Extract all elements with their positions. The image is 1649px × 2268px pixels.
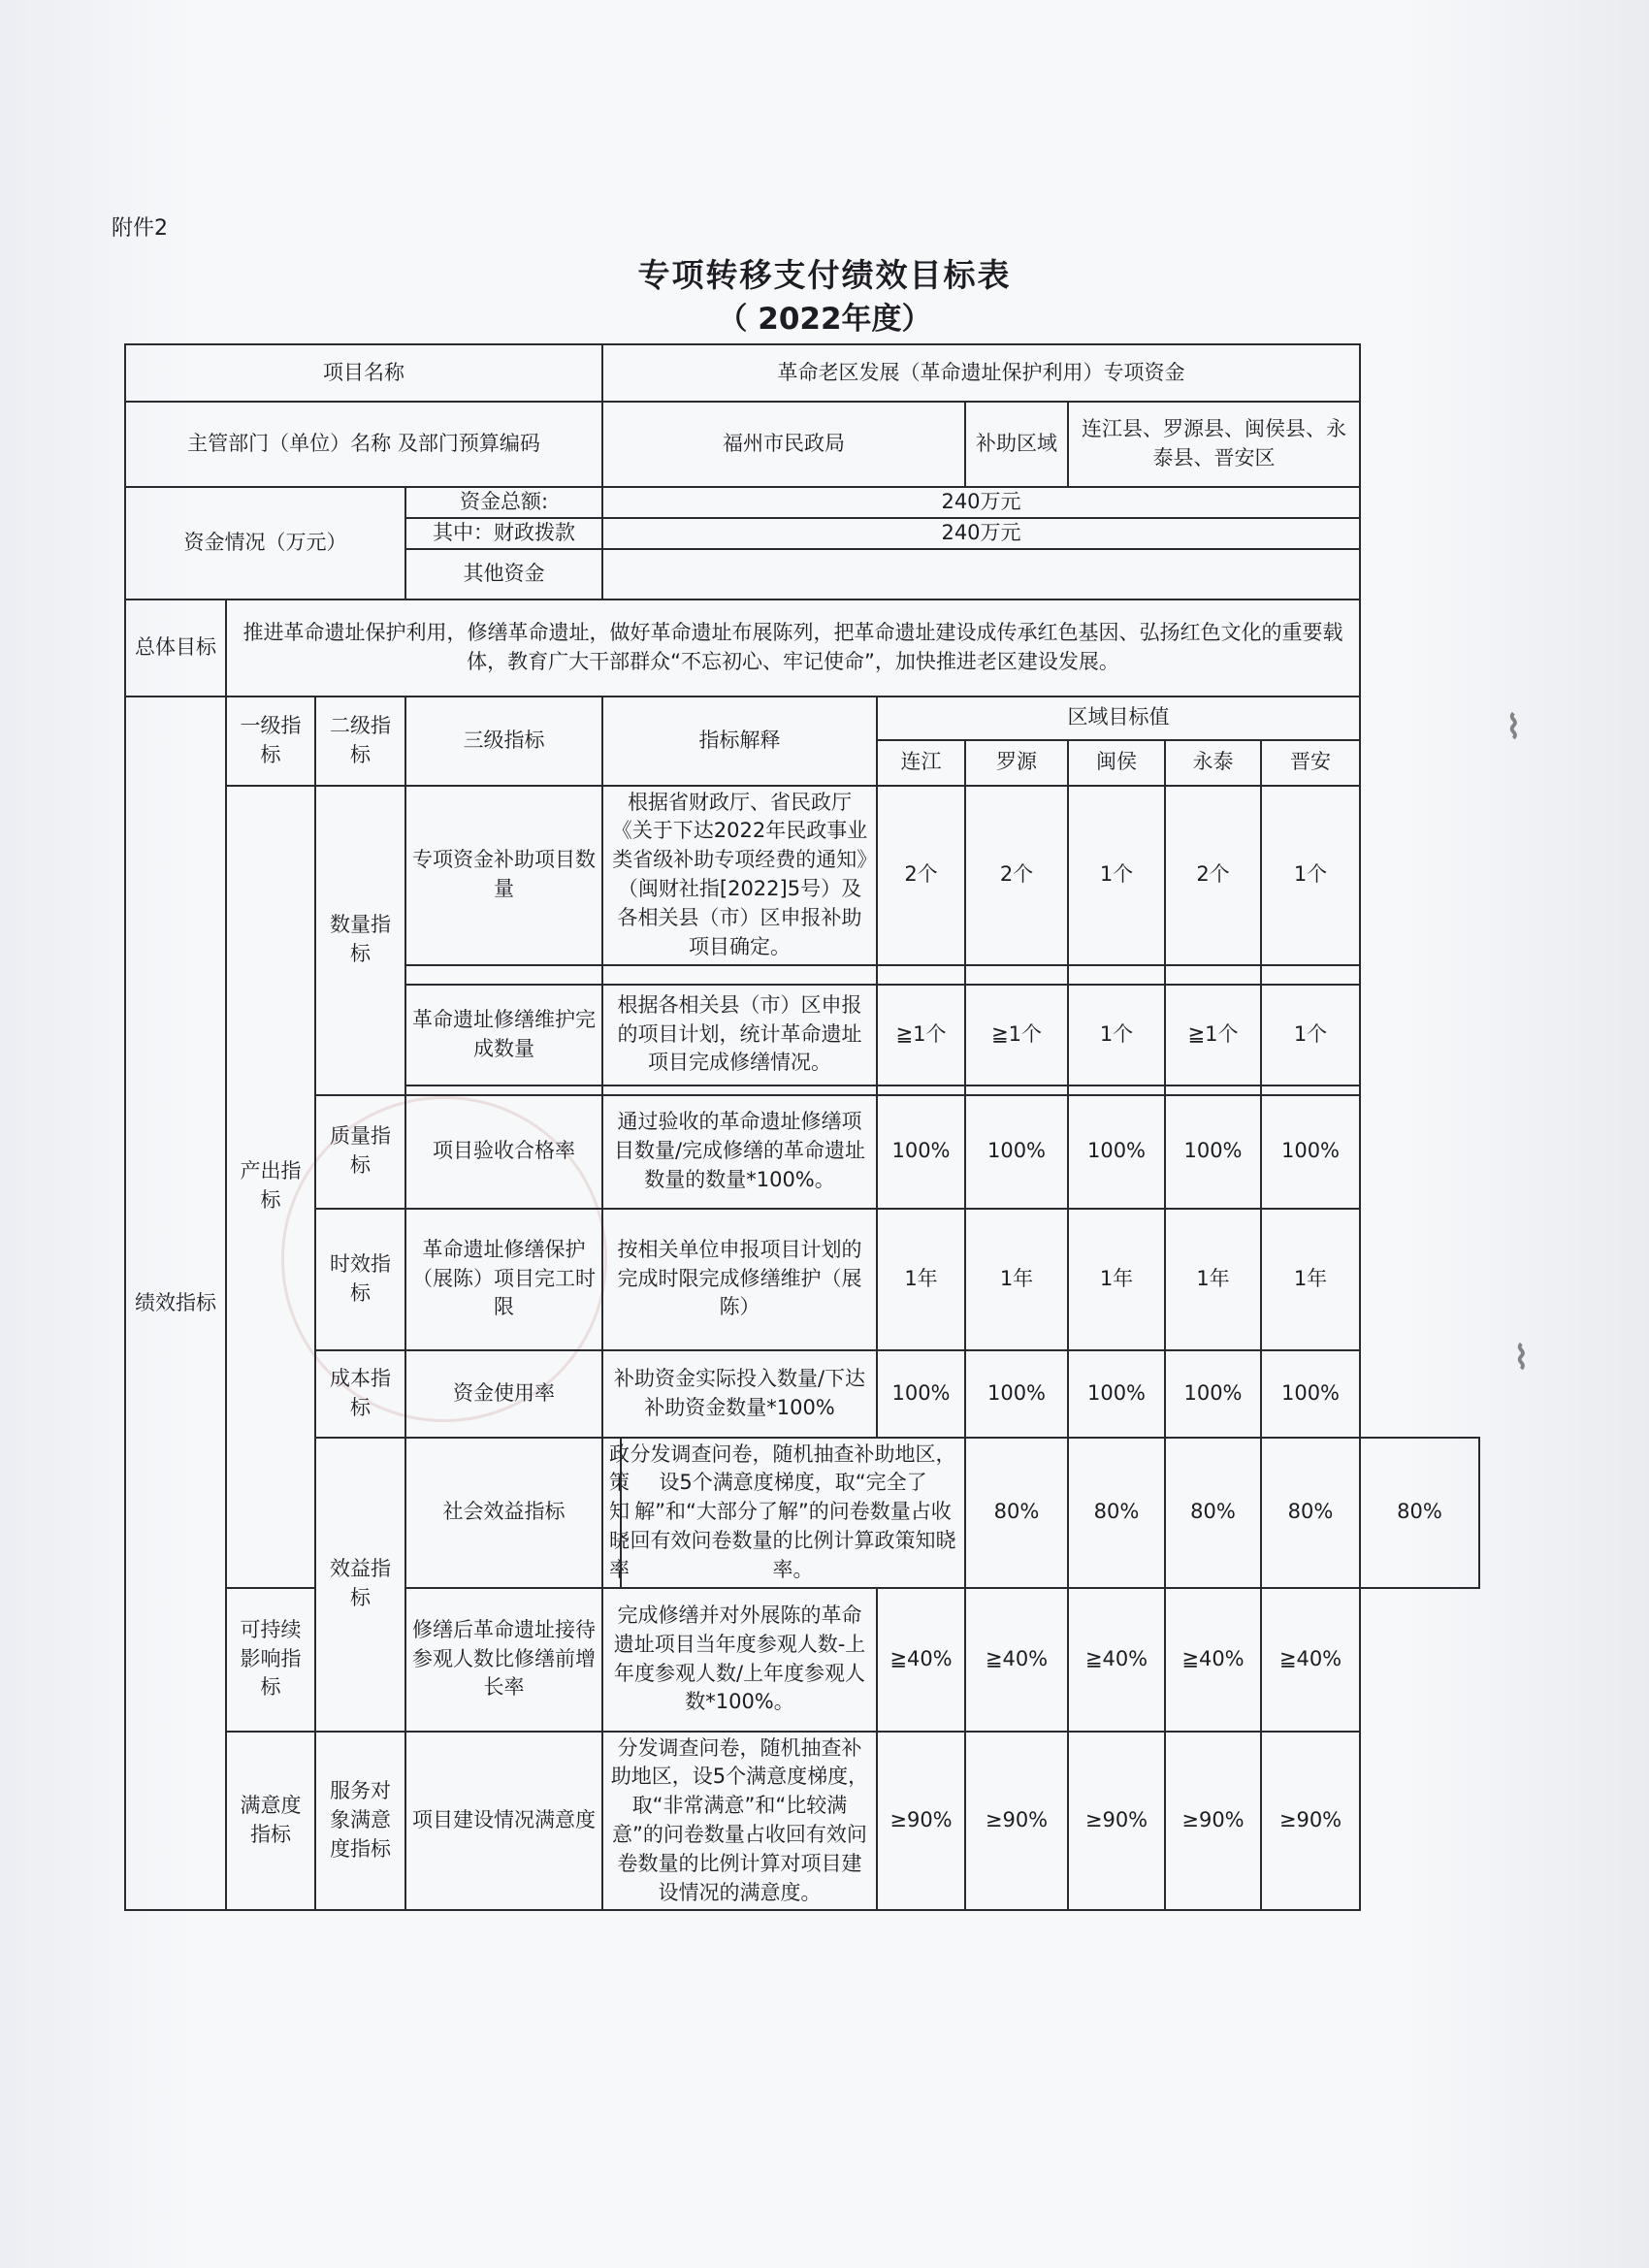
row-l3: 项目建设情况满意度 bbox=[405, 1732, 602, 1911]
row-value-luoyuan: 80% bbox=[1068, 1438, 1165, 1588]
row-spacer-cell bbox=[1261, 965, 1360, 985]
row-l2: 服务对象满意度指标 bbox=[315, 1732, 405, 1911]
row-l3: 政策知晓率 bbox=[602, 1438, 621, 1588]
row-value-yongtai: 100% bbox=[1165, 1350, 1261, 1438]
row-spacer-cell bbox=[965, 965, 1068, 985]
row-value-lianjiang: ≧1个 bbox=[877, 985, 965, 1085]
row-explain: 完成修缮并对外展陈的革命遗址项目当年度参观人数-上年度参观人数/上年度参观人数*100%。 bbox=[602, 1588, 877, 1732]
performance-indicator-label: 绩效指标 bbox=[125, 697, 226, 1911]
row-value-luoyuan: ≥90% bbox=[965, 1732, 1068, 1911]
table-row bbox=[125, 1350, 1479, 1438]
binding-mark-bottom: ⌇ bbox=[1513, 1339, 1530, 1377]
row-spacer-cell bbox=[602, 1085, 877, 1095]
subsidy-region-value: 连江县、罗源县、闽侯县、永泰县、晋安区 bbox=[1068, 402, 1360, 487]
fund-total-row bbox=[125, 487, 1479, 518]
row-value-minhou: 100% bbox=[1068, 1350, 1165, 1438]
table-row bbox=[125, 786, 1479, 965]
row-spacer-cell bbox=[1165, 1085, 1261, 1095]
row-spacer-cell bbox=[1068, 1085, 1165, 1095]
row-value-minhou: 1个 bbox=[1068, 985, 1165, 1085]
overall-goal-label: 总体目标 bbox=[125, 599, 226, 697]
row-value-yongtai: ≧1个 bbox=[1165, 985, 1261, 1085]
row-value-minhou: ≥90% bbox=[1068, 1732, 1165, 1911]
row-value-yongtai: ≧40% bbox=[1165, 1588, 1261, 1732]
row-spacer-cell bbox=[965, 1085, 1068, 1095]
row-value-jinan: 1个 bbox=[1261, 985, 1360, 1085]
row-value-yongtai: 80% bbox=[1261, 1438, 1360, 1588]
group-output-label: 产出指标 bbox=[226, 786, 315, 1588]
attachment-label: 附件2 bbox=[112, 216, 168, 241]
row-explain: 通过验收的革命遗址修缮项目数量/完成修缮的革命遗址数量的数量*100%。 bbox=[602, 1095, 877, 1209]
row-value-luoyuan: 1年 bbox=[965, 1209, 1068, 1350]
row-value-yongtai: 100% bbox=[1165, 1095, 1261, 1209]
row-value-minhou: 100% bbox=[1068, 1095, 1165, 1209]
project-name-value: 革命老区发展（革命遗址保护利用）专项资金 bbox=[602, 344, 1360, 402]
header-area-lianjiang: 连江 bbox=[877, 740, 965, 786]
row-value-lianjiang: ≥90% bbox=[877, 1732, 965, 1911]
row-l2: 社会效益指标 bbox=[405, 1438, 602, 1588]
row-spacer-cell bbox=[405, 965, 602, 985]
row-l2: 成本指标 bbox=[315, 1350, 405, 1438]
header-level1: 一级指标 bbox=[226, 697, 315, 786]
fund-fiscal-label: 其中：财政拨款 bbox=[405, 518, 602, 549]
document-title: 专项转移支付绩效目标表 bbox=[637, 256, 1012, 294]
row-l2: 数量指标 bbox=[315, 786, 405, 1095]
header-level2: 二级指标 bbox=[315, 697, 405, 786]
header-area-luoyuan: 罗源 bbox=[965, 740, 1068, 786]
row-value-minhou: 1年 bbox=[1068, 1209, 1165, 1350]
header-area-yongtai: 永泰 bbox=[1165, 740, 1261, 786]
row-l3: 资金使用率 bbox=[405, 1350, 602, 1438]
row-value-luoyuan: 100% bbox=[965, 1095, 1068, 1209]
header-area-jinan: 晋安 bbox=[1261, 740, 1360, 786]
row-l3: 革命遗址修缮维护完成数量 bbox=[405, 985, 602, 1085]
header-region-target: 区域目标值 bbox=[877, 697, 1360, 740]
row-value-yongtai: 2个 bbox=[1165, 786, 1261, 965]
fund-total-label: 资金总额: bbox=[405, 487, 602, 518]
document-year: （ 2022年度） bbox=[717, 302, 932, 337]
row-value-luoyuan: 100% bbox=[965, 1350, 1068, 1438]
fund-other-value bbox=[602, 549, 1360, 599]
row-value-lianjiang: 2个 bbox=[877, 786, 965, 965]
row-value-luoyuan: ≧40% bbox=[965, 1588, 1068, 1732]
fund-total-value: 240万元 bbox=[602, 487, 1360, 518]
row-value-minhou: 80% bbox=[1165, 1438, 1261, 1588]
department-value: 福州市民政局 bbox=[602, 402, 965, 487]
row-explain: 按相关单位申报项目计划的完成时限完成修缮维护（展陈） bbox=[602, 1209, 877, 1350]
row-explain: 根据省财政厅、省民政厅《关于下达2022年民政事业类省级补助专项经费的通知》（闽财社指[2022]5号）及各相关县（市）区申报补助项目确定。 bbox=[602, 786, 877, 965]
row-value-jinan: 100% bbox=[1261, 1095, 1360, 1209]
performance-target-table bbox=[124, 343, 1480, 1911]
table-row bbox=[125, 1438, 1479, 1588]
table-row bbox=[125, 1732, 1479, 1911]
row-spacer-cell bbox=[1261, 1085, 1360, 1095]
group-satisfaction-label: 满意度指标 bbox=[226, 1732, 315, 1911]
header-row-1 bbox=[125, 697, 1479, 740]
table-row bbox=[125, 1209, 1479, 1350]
row-value-luoyuan: ≧1个 bbox=[965, 985, 1068, 1085]
row-value-minhou: ≧40% bbox=[1068, 1588, 1165, 1732]
row-l3: 修缮后革命遗址接待参观人数比修缮前增长率 bbox=[405, 1588, 602, 1732]
row-explain: 补助资金实际投入数量/下达补助资金数量*100% bbox=[602, 1350, 877, 1438]
row-spacer-cell bbox=[1165, 965, 1261, 985]
department-row bbox=[125, 402, 1479, 487]
header-area-minhou: 闽侯 bbox=[1068, 740, 1165, 786]
binding-mark-top: ⌇ bbox=[1505, 708, 1522, 747]
row-explain: 根据各相关县（市）区申报的项目计划，统计革命遗址项目完成修缮情况。 bbox=[602, 985, 877, 1085]
group-benefit-label: 效益指标 bbox=[315, 1438, 405, 1732]
row-value-lianjiang: 80% bbox=[965, 1438, 1068, 1588]
row-spacer-cell bbox=[877, 1085, 965, 1095]
row-value-minhou: 1个 bbox=[1068, 786, 1165, 965]
fund-label: 资金情况（万元） bbox=[125, 487, 405, 599]
overall-goal-row bbox=[125, 599, 1479, 697]
row-value-yongtai: 1年 bbox=[1165, 1209, 1261, 1350]
row-value-lianjiang: 1年 bbox=[877, 1209, 965, 1350]
row-value-lianjiang: ≧40% bbox=[877, 1588, 965, 1732]
department-label: 主管部门（单位）名称 及部门预算编码 bbox=[125, 402, 602, 487]
project-name-row bbox=[125, 344, 1479, 402]
row-value-jinan: 1个 bbox=[1261, 786, 1360, 965]
fund-other-label: 其他资金 bbox=[405, 549, 602, 599]
row-spacer-cell bbox=[602, 965, 877, 985]
row-value-lianjiang: 100% bbox=[877, 1095, 965, 1209]
subsidy-region-label: 补助区域 bbox=[965, 402, 1068, 487]
row-spacer-cell bbox=[1068, 965, 1165, 985]
row-value-yongtai: ≥90% bbox=[1165, 1732, 1261, 1911]
row-value-lianjiang: 100% bbox=[877, 1350, 965, 1438]
row-value-jinan: ≧40% bbox=[1261, 1588, 1360, 1732]
row-value-jinan: 100% bbox=[1261, 1350, 1360, 1438]
row-value-jinan: 80% bbox=[1360, 1438, 1479, 1588]
overall-goal-text: 推进革命遗址保护利用，修缮革命遗址，做好革命遗址布展陈列，把革命遗址建设成传承红色基因、弘扬红色文化的重要载体，教育广大干部群众“不忘初心、牢记使命”，加快推进老区建设发展。 bbox=[226, 599, 1360, 697]
row-value-jinan: ≥90% bbox=[1261, 1732, 1360, 1911]
row-l3: 专项资金补助项目数量 bbox=[405, 786, 602, 965]
row-spacer-cell bbox=[405, 1085, 602, 1095]
row-value-luoyuan: 2个 bbox=[965, 786, 1068, 965]
row-explain: 分发调查问卷，随机抽查补助地区，设5个满意度梯度，取“非常满意”和“比较满意”的问卷数量占收回有效问卷数量的比例计算对项目建设情况的满意度。 bbox=[602, 1732, 877, 1911]
row-value-jinan: 1年 bbox=[1261, 1209, 1360, 1350]
row-l2: 可持续影响指标 bbox=[226, 1588, 315, 1732]
project-name-label: 项目名称 bbox=[125, 344, 602, 402]
header-explain: 指标解释 bbox=[602, 697, 877, 786]
header-level3: 三级指标 bbox=[405, 697, 602, 786]
fund-fiscal-value: 240万元 bbox=[602, 518, 1360, 549]
row-l2: 时效指标 bbox=[315, 1209, 405, 1350]
row-l3: 革命遗址修缮保护（展陈）项目完工时限 bbox=[405, 1209, 602, 1350]
row-explain: 分发调查问卷，随机抽查补助地区，设5个满意度梯度，取“完全了解”和“大部分了解”的问卷数量占收回有效问卷数量的比例计算政策知晓率。 bbox=[621, 1438, 965, 1588]
row-l3: 项目验收合格率 bbox=[405, 1095, 602, 1209]
row-l2: 质量指标 bbox=[315, 1095, 405, 1209]
row-spacer-cell bbox=[877, 965, 965, 985]
table-row bbox=[125, 1095, 1479, 1209]
